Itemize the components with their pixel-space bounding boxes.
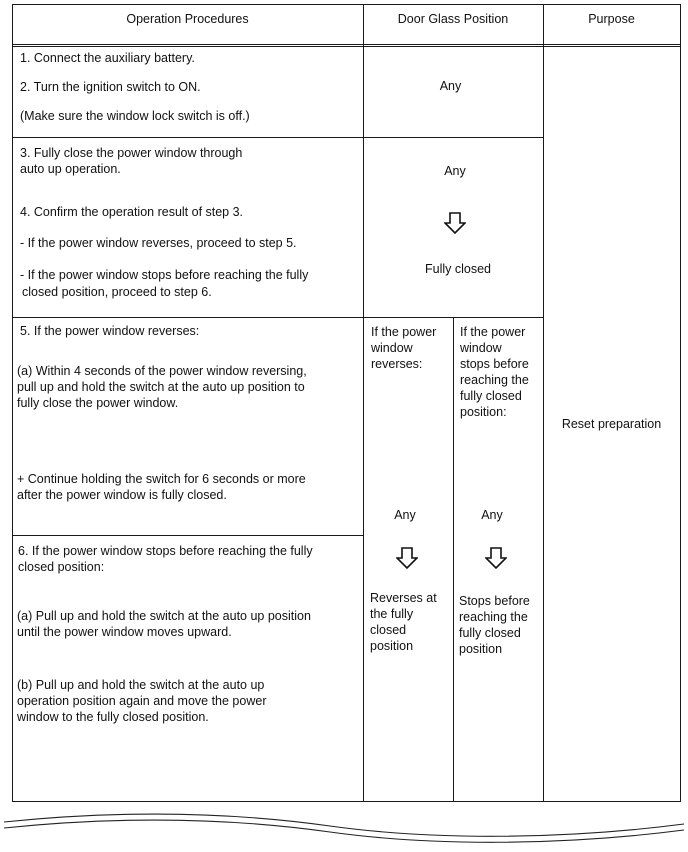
step-3-line1: 3. Fully close the power window through [20, 146, 243, 160]
block2-position-bottom: Fully closed [425, 262, 491, 276]
stop-head-line6: position: [460, 405, 507, 419]
block1-position: Any [439, 79, 462, 93]
reverse-head-line2: window [371, 341, 413, 355]
down-arrow-icon [485, 547, 507, 569]
stop-head-line5: fully closed [460, 389, 522, 403]
down-arrow-icon [396, 547, 418, 569]
stop-head-line3: stops before [460, 357, 529, 371]
torn-page-edge [0, 800, 688, 852]
stop-state-line4: position [459, 642, 503, 656]
reverse-state-line1: Reverses at [370, 591, 437, 605]
stop-head-line1: If the power [460, 325, 526, 339]
step-6b-line2: operation position again and move the power [17, 694, 267, 708]
step-5-plus-line1: + Continue holding the switch for 6 seconds or more [17, 472, 306, 486]
reverse-head-line3: reverses: [371, 357, 423, 371]
step-6b-line1: (b) Pull up and hold the switch at the auto up [17, 678, 265, 692]
header-operation-procedures: Operation Procedures [126, 12, 249, 26]
purpose-value: Reset preparation [561, 417, 662, 431]
step-6-line2: closed position: [18, 560, 105, 574]
step-4-bullet-stop-line2: closed position, proceed to step 6. [22, 285, 212, 299]
stop-state-line2: reaching the [459, 610, 528, 624]
step-6a-line1: (a) Pull up and hold the switch at the auto up position [17, 609, 311, 623]
stop-head-line4: reaching the [460, 373, 529, 387]
step-5a-line3: fully close the power window. [17, 396, 179, 410]
step-5-plus-line2: after the power window is fully closed. [17, 488, 227, 502]
step-3-line2: auto up operation. [20, 162, 121, 176]
step-4-text: 4. Confirm the operation result of step 3. [20, 205, 244, 219]
window-lock-note: (Make sure the window lock switch is off.) [20, 109, 250, 123]
step-2-text: 2. Turn the ignition switch to ON. [20, 80, 201, 94]
reverse-state-line3: closed [370, 623, 407, 637]
step-6b-line3: window to the fully closed position. [17, 710, 209, 724]
step-1-text: 1. Connect the auxiliary battery. [20, 51, 195, 65]
step-5-text: 5. If the power window reverses: [20, 324, 200, 338]
header-purpose: Purpose [588, 12, 635, 26]
step-4-bullet-reverse: - If the power window reverses, proceed to step 5. [20, 236, 297, 250]
stop-state-top: Any [481, 508, 503, 522]
step-5a-line2: pull up and hold the switch at the auto up position to [17, 380, 305, 394]
step-6a-line2: until the power window moves upward. [17, 625, 232, 639]
step-6-line1: 6. If the power window stops before reaching the fully [18, 544, 313, 558]
reverse-state-line2: the fully [370, 607, 414, 621]
reverse-head-line1: If the power [371, 325, 437, 339]
step-4-bullet-stop-line1: - If the power window stops before reaching the fully [20, 268, 309, 282]
stop-state-line1: Stops before [459, 594, 530, 608]
reverse-state-top: Any [394, 508, 416, 522]
down-arrow-icon [444, 212, 466, 234]
block2-position-top: Any [444, 164, 466, 178]
step-5a-line1: (a) Within 4 seconds of the power window reversing, [17, 364, 307, 378]
header-door-glass-position: Door Glass Position [397, 12, 509, 26]
stop-head-line2: window [460, 341, 502, 355]
stop-state-line3: fully closed [459, 626, 521, 640]
reverse-state-line4: position [370, 639, 414, 653]
